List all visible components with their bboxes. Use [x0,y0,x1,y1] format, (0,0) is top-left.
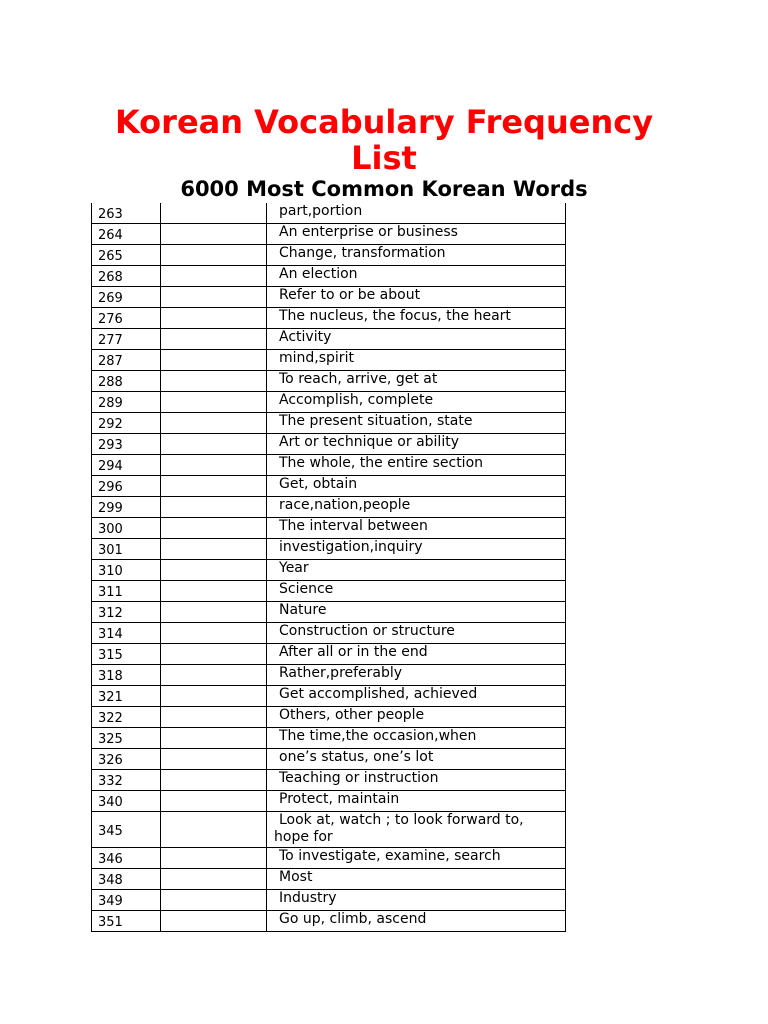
table-row [91,749,566,770]
rank-cell [91,350,161,370]
english-meaning-cell [266,413,566,433]
rank-cell [91,497,161,517]
english-meaning-cell [266,848,566,868]
korean-word-cell [160,707,267,727]
table-row [91,890,566,911]
table-row [91,224,566,245]
rank-number: 346 [98,852,123,868]
rank-cell [91,413,161,433]
korean-word-cell [160,266,267,286]
english-meaning: To reach, arrive, get at [279,371,438,387]
english-meaning: To investigate, examine, search [279,848,501,864]
korean-word-cell [160,560,267,580]
english-meaning: The whole, the entire section [279,455,484,471]
rank-cell [91,602,161,622]
rank-number: 322 [98,711,123,727]
table-row [91,203,566,224]
table-row [91,539,566,560]
rank-number: 294 [98,459,123,475]
rank-cell [91,686,161,706]
english-meaning-cell [266,245,566,265]
table-row [91,812,566,848]
english-meaning-cell [266,686,566,706]
rank-cell [91,728,161,748]
english-meaning-cell [266,476,566,496]
table-row [91,392,566,413]
english-meaning-cell [266,911,566,931]
rank-number: 263 [98,207,123,223]
english-meaning: An enterprise or business [279,224,458,240]
english-meaning-cell [266,371,566,391]
table-row [91,245,566,266]
english-meaning: Activity [279,329,332,345]
table-row [91,623,566,644]
rank-number: 300 [98,522,123,538]
korean-word-cell [160,455,267,475]
korean-word-cell [160,518,267,538]
table-row [91,581,566,602]
english-meaning: one’s status, one’s lot [279,749,434,765]
rank-number: 312 [98,606,123,622]
english-meaning: Look at, watch ; to look forward to, hope for [274,812,524,845]
rank-number: 351 [98,915,123,931]
rank-cell [91,539,161,559]
rank-cell [91,890,161,910]
rank-number: 332 [98,774,123,790]
korean-word-cell [160,602,267,622]
english-meaning-cell [266,287,566,307]
english-meaning: Change, transformation [279,245,446,261]
english-meaning-cell [266,770,566,790]
document-title-line-1: Korean Vocabulary Frequency [114,103,654,141]
english-meaning: An election [279,266,358,282]
rank-cell [91,869,161,889]
korean-word-cell [160,413,267,433]
rank-number: 276 [98,312,123,328]
rank-cell [91,266,161,286]
rank-number: 292 [98,417,123,433]
korean-word-cell [160,371,267,391]
english-meaning: Get, obtain [279,476,358,492]
table-row [91,434,566,455]
rank-number: 277 [98,333,123,349]
english-meaning: Teaching or instruction [279,770,439,786]
korean-word-cell [160,287,267,307]
korean-word-cell [160,890,267,910]
rank-number: 314 [98,627,123,643]
korean-word-cell [160,911,267,931]
table-row [91,476,566,497]
table-row [91,413,566,434]
english-meaning-cell [266,791,566,811]
english-meaning-cell [266,455,566,475]
table-row [91,497,566,518]
rank-cell [91,518,161,538]
rank-number: 301 [98,543,123,559]
english-meaning: Others, other people [279,707,425,723]
korean-word-cell [160,497,267,517]
english-meaning-cell [266,581,566,601]
english-meaning-cell [266,350,566,370]
korean-word-cell [160,329,267,349]
korean-word-cell [160,203,267,223]
english-meaning: part,portion [279,203,363,219]
rank-cell [91,245,161,265]
rank-cell [91,476,161,496]
rank-number: 349 [98,894,123,910]
rank-number: 299 [98,501,123,517]
table-row [91,665,566,686]
rank-cell [91,665,161,685]
rank-cell [91,371,161,391]
rank-cell [91,329,161,349]
rank-cell [91,287,161,307]
rank-number: 315 [98,648,123,664]
rank-number: 265 [98,249,123,265]
rank-number: 288 [98,375,123,391]
english-meaning-cell [266,266,566,286]
english-meaning-cell [266,329,566,349]
korean-word-cell [160,686,267,706]
english-meaning-cell [266,203,566,223]
rank-cell [91,749,161,769]
english-meaning: Science [279,581,334,597]
english-meaning: Rather,preferably [279,665,403,681]
english-meaning-cell [266,518,566,538]
rank-cell [91,560,161,580]
korean-word-cell [160,770,267,790]
korean-word-cell [160,476,267,496]
english-meaning-cell [266,644,566,664]
rank-number: 326 [98,753,123,769]
english-meaning: mind,spirit [279,350,354,366]
english-meaning: Nature [279,602,327,618]
rank-number: 311 [98,585,123,601]
rank-number: 348 [98,873,123,889]
korean-word-cell [160,728,267,748]
english-meaning: The interval between [279,518,428,534]
english-meaning-cell [266,665,566,685]
english-meaning-cell [266,707,566,727]
rank-cell [91,812,161,847]
english-meaning: The present situation, state [279,413,473,429]
rank-cell [91,770,161,790]
korean-word-cell [160,224,267,244]
rank-cell [91,644,161,664]
table-row [91,350,566,371]
english-meaning: The time,the occasion,when [279,728,477,744]
table-row [91,371,566,392]
rank-cell [91,623,161,643]
rank-cell [91,434,161,454]
rank-cell [91,455,161,475]
rank-number: 340 [98,795,123,811]
table-row [91,266,566,287]
english-meaning: investigation,inquiry [279,539,423,555]
table-row [91,686,566,707]
korean-word-cell [160,539,267,559]
rank-cell [91,791,161,811]
rank-cell [91,203,161,223]
korean-word-cell [160,848,267,868]
table-row [91,287,566,308]
rank-number: 345 [98,823,123,839]
english-meaning-cell [266,869,566,889]
english-meaning-cell [266,308,566,328]
table-row [91,707,566,728]
korean-word-cell [160,392,267,412]
korean-word-cell [160,791,267,811]
english-meaning-cell [266,539,566,559]
english-meaning-cell [266,602,566,622]
english-meaning-cell [266,434,566,454]
rank-cell [91,392,161,412]
table-row [91,911,566,932]
english-meaning: After all or in the end [279,644,428,660]
korean-word-cell [160,812,267,847]
table-row [91,869,566,890]
korean-word-cell [160,623,267,643]
table-row [91,791,566,812]
english-meaning-cell [266,749,566,769]
table-row [91,560,566,581]
korean-word-cell [160,350,267,370]
english-meaning: Accomplish, complete [279,392,434,408]
english-meaning: Most [279,869,313,885]
table-row [91,518,566,539]
rank-number: 325 [98,732,123,748]
english-meaning-cell [266,224,566,244]
rank-number: 287 [98,354,123,370]
korean-word-cell [160,581,267,601]
table-row [91,728,566,749]
english-meaning-cell [266,728,566,748]
english-meaning: Year [279,560,309,576]
english-meaning: Get accomplished, achieved [279,686,478,702]
english-meaning-cell [266,560,566,580]
english-meaning: Protect, maintain [279,791,400,807]
rank-cell [91,224,161,244]
table-row [91,308,566,329]
english-meaning: Construction or structure [279,623,455,639]
english-meaning: Go up, climb, ascend [279,911,427,927]
rank-cell [91,308,161,328]
rank-cell [91,848,161,868]
rank-number: 318 [98,669,123,685]
rank-number: 293 [98,438,123,454]
rank-number: 321 [98,690,123,706]
document-title-line-2: List [351,139,417,177]
english-meaning: The nucleus, the focus, the heart [279,308,511,324]
rank-cell [91,707,161,727]
english-meaning: Refer to or be about [279,287,421,303]
english-meaning-cell [266,812,566,847]
korean-word-cell [160,644,267,664]
rank-number: 289 [98,396,123,412]
rank-number: 296 [98,480,123,496]
korean-word-cell [160,308,267,328]
table-row [91,770,566,791]
document-subtitle: 6000 Most Common Korean Words [180,177,588,201]
english-meaning-cell [266,890,566,910]
table-row [91,644,566,665]
rank-number: 268 [98,270,123,286]
korean-word-cell [160,869,267,889]
rank-number: 264 [98,228,123,244]
rank-cell [91,911,161,931]
korean-word-cell [160,245,267,265]
table-row [91,848,566,869]
english-meaning-cell [266,392,566,412]
english-meaning: Art or technique or ability [279,434,459,450]
korean-word-cell [160,665,267,685]
vocabulary-table [91,203,566,932]
korean-word-cell [160,749,267,769]
rank-cell [91,581,161,601]
english-meaning: race,nation,people [279,497,411,513]
table-row [91,602,566,623]
rank-number: 310 [98,564,123,580]
table-row [91,455,566,476]
english-meaning-cell [266,497,566,517]
english-meaning-cell [266,623,566,643]
english-meaning: Industry [279,890,337,906]
table-row [91,329,566,350]
rank-number: 269 [98,291,123,307]
korean-word-cell [160,434,267,454]
